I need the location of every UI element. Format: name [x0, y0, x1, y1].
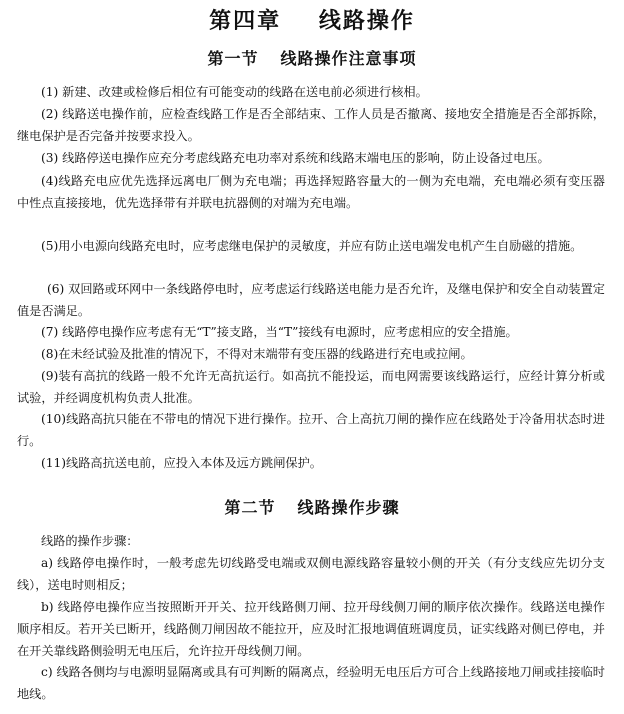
- section-1-heading: [0, 46, 624, 69]
- section-1-item-5: (5)用小电源向线路充电时，应考虑继电保护的灵敏度，并应有防止送电端发电机产生自励磁的措施。: [41, 239, 583, 253]
- section-2-intro: 线路的操作步骤：: [41, 534, 139, 548]
- chapter-title: 第四章 线路操作: [209, 9, 415, 34]
- section-1-item-6: (6) 双回路或环网中一条线路停电时，应考虑运行线路送电能力是否允许，及继电保护和安全自动装置定值是否满足。: [17, 282, 605, 318]
- section-1-item-2: (2) 线路送电操作前，应检查线路工作是否全部结束、工作人员是否撤离、接地安全措施是否全部拆除，继电保护是否完备并按要求投入。: [17, 107, 605, 143]
- section-1-item-8: (8)在未经试验及批准的情况下，不得对末端带有变压器的线路进行充电或拉闸。: [41, 347, 473, 361]
- section-1-number: 第一节: [207, 49, 259, 68]
- section-1-item-7: (7) 线路停电操作应考虑有无“T”接支路，当“T”接线有电源时，应考虑相应的安全措施。: [41, 325, 518, 339]
- section-2-number: 第二节: [224, 498, 276, 517]
- section-1-item-11: (11)线路高抗送电前，应投入本体及远方跳闸保护。: [41, 456, 322, 470]
- section-2-heading: [0, 495, 624, 518]
- section-1-item-4: (4)线路充电应优先选择远离电厂侧为充电端；再选择短路容量大的一侧为充电端，充电端必须有变压器中性点直接接地，优先选择带有并联电抗器侧的对端为充电端。: [17, 174, 605, 210]
- section-2-item-c: c) 线路各侧均与电源明显隔离或具有可判断的隔离点，经验明无电压后方可合上线路接地刀闸或挂接临时地线。: [17, 665, 605, 701]
- section-1-item-9: (9)装有高抗的线路一般不允许无高抗运行。如高抗不能投运，而电网需要该线路运行，应经计算分析或试验，并经调度机构负责人批准。: [17, 369, 605, 405]
- section-1-item-10: (10)线路高抗只能在不带电的情况下进行操作。拉开、合上高抗刀闸的操作应在线路处于冷备用状态时进行。: [17, 412, 605, 448]
- section-1-item-1: (1) 新建、改建或检修后相位有可能变动的线路在送电前必须进行核相。: [41, 85, 428, 99]
- section-1-item-3: (3) 线路停送电操作应充分考虑线路充电功率对系统和线路末端电压的影响，防止设备过电压。: [41, 151, 550, 165]
- section-2-item-a: a) 线路停电操作时，一般考虑先切线路受电端或双侧电源线路容量较小侧的开关（有分支线应先切分支线），送电时则相反；: [17, 556, 605, 592]
- section-2-item-b: b) 线路停电操作应当按照断开开关、拉开线路侧刀闸、拉开母线侧刀闸的顺序依次操作。线路送电操作顺序相反。若开关已断开，线路侧刀闸因故不能拉开，应及时汇报地调值班调度员，证实线路对侧已停电，并在开关靠线路侧验明无电压后，允许拉开母线侧刀闸。: [17, 600, 605, 658]
- section-2-title: 线路操作步骤: [297, 498, 400, 517]
- section-1-title: 线路操作注意事项: [280, 49, 417, 68]
